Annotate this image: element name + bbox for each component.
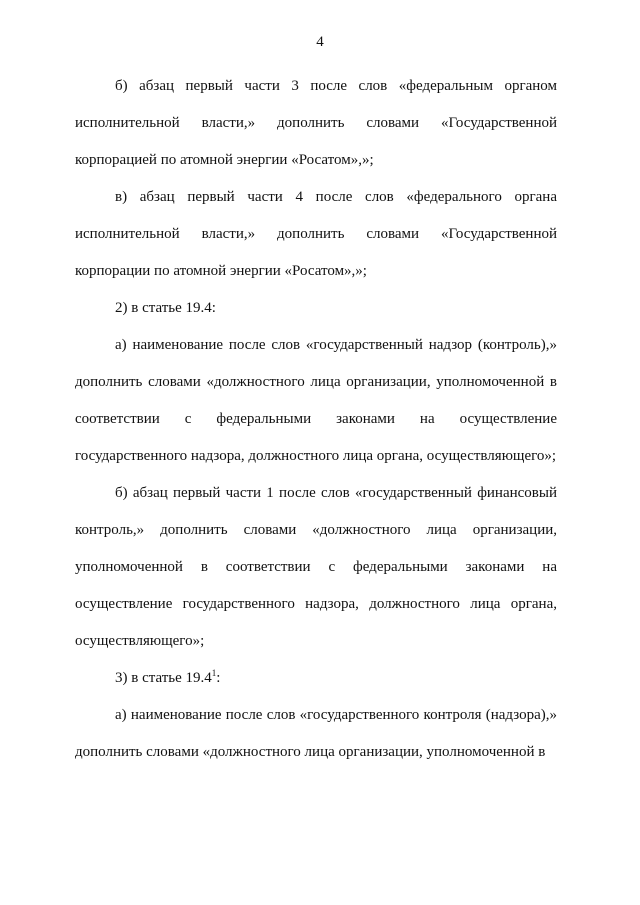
paragraph-a-title-control: а) наименование после слов «государственного контроля (надзора),» дополнить словами «должностного лица организации, уполномоченной в	[75, 707, 557, 760]
item-2-article-19-4: 2) в статье 19.4:	[115, 300, 216, 316]
document-body	[75, 68, 557, 771]
paragraph-b-part1: б) абзац первый части 1 после слов «государственный финансовый контроль,» дополнить словами «должностного лица организации, уполномоченной в соответствии с федеральными законами на осуществление государственного надзора, должностного лица органа, осуществляющего»;	[75, 485, 557, 649]
paragraph-a-title: а) наименование после слов «государственный надзор (контроль),» дополнить словами «должностного лица организации, уполномоченной в соответствии с федеральными законами на осуществление государственного надзора, должностного лица органа, осуществляющего»;	[75, 337, 557, 464]
paragraph-b-part3: б) абзац первый части 3 после слов «федеральным органом исполнительной власти,» дополнить словами «Государственной корпорацией по атомной энергии «Росатом»,»;	[75, 78, 557, 168]
item-3-prefix: 3) в статье 19.4	[115, 670, 212, 686]
paragraph-v-part4: в) абзац первый части 4 после слов «федерального органа исполнительной власти,» дополнить словами «Государственной корпорации по атомной энергии «Росатом»,»;	[75, 189, 557, 279]
item-3-suffix: :	[216, 670, 221, 686]
page-number: 4	[316, 34, 324, 50]
item-3-article-19-4-1	[75, 660, 557, 697]
item-3-superscript: 1	[211, 668, 217, 678]
